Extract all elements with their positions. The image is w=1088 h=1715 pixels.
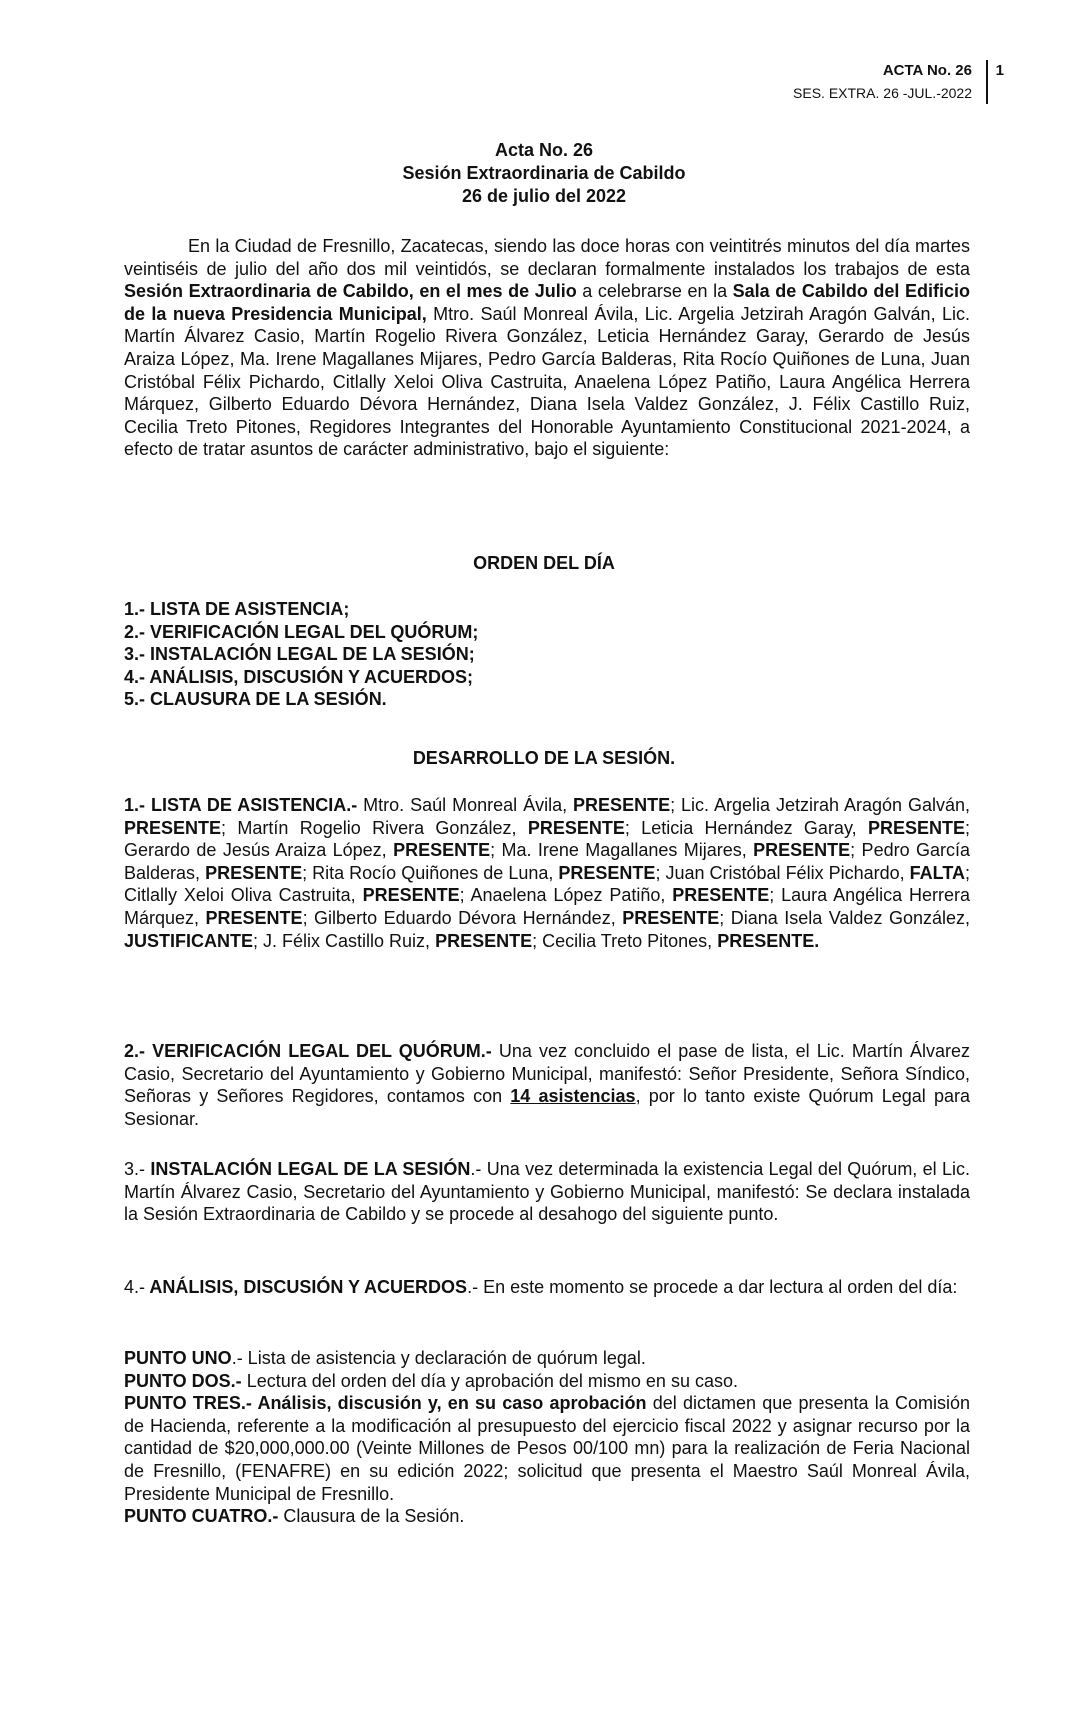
list-item: 2.- VERIFICACIÓN LEGAL DEL QUÓRUM; [124,621,479,642]
list-item: 5.- CLAUSURA DE LA SESIÓN. [124,689,387,710]
list-item: 3.- INSTALACIÓN LEGAL DE LA SESIÓN; [124,644,475,665]
attendance-status: PRESENTE. [717,930,820,951]
attendance-name: ; Martín Rogelio Rivera González, [221,817,528,838]
analisis-num: 4.- [124,1277,146,1297]
attendance-name: ; Citlally Xeloi Oliva Castruita, [124,862,971,906]
quorum-text: Una vez concluido el pase de lista, el Lic. Martín Álvarez Casio, Secretario del Ayuntamiento y Gobierno Municipal, manifestó: Señor Presidente, Señora Síndico, Señoras y Señores Regidores, contamos con [124,1041,970,1107]
punto-tres-text: del dictamen que presenta la Comisión de Hacienda, referente a la modificación al presupuesto del ejercicio fiscal 2022 y asignar recurso por la cantidad de $20,000,000.00 (Veinte Millones de Pesos 00/100 mn) para la realización de Feria Nacional de Fresnillo, (FENAFRE) en su edición 2022; solicitud que presenta el Maestro Saúl Monreal Ávila, Presidente Municipal de Fresnillo. [124,1393,970,1504]
punto-uno-text: .- Lista de asistencia y declaración de quórum legal. [231,1348,646,1368]
instalacion-num: 3.- [124,1159,146,1179]
punto-uno-label: PUNTO UNO [124,1348,232,1368]
page-number: 1 [995,62,1004,79]
desarrollo-heading: DESARROLLO DE LA SESIÓN. [412,748,676,768]
attendance-status: PRESENTE [867,817,965,838]
punto-cuatro-text: Clausura de la Sesión. [278,1506,465,1527]
attendance-name: ; Diana Isela Valdez González, [719,907,970,928]
intro-text-1: En la Ciudad de Fresnillo, Zacatecas, siendo las doce horas con veintitrés minutos del día martes veintiséis de julio del año dos mil veintidós, se declaran formalmente instalados los trabajos de esta [124,236,970,279]
attendance-name: ; Gilberto Eduardo Dévora Hernández, [302,907,623,928]
punto-dos-text: Lectura del orden del día y aprobación del mismo en su caso. [241,1370,738,1391]
list-item: 1.- LISTA DE ASISTENCIA; [124,599,350,619]
punto-cuatro [124,1505,970,1528]
attendance-status: PRESENTE [573,795,671,815]
quorum-text-2: , por lo tanto existe Quórum Legal para Sesionar. [124,1086,970,1129]
attendance-name: Mtro. Saúl Monreal Ávila, [357,795,574,815]
punto-uno [124,1347,970,1370]
quorum-count: 14 asistencias [510,1086,636,1107]
list-item: 4.- ANÁLISIS, DISCUSIÓN Y ACUERDOS; [124,666,474,687]
quorum-label: 2.- VERIFICACIÓN LEGAL DEL QUÓRUM.- [124,1041,492,1061]
intro-paragraph [124,235,970,461]
attendance-status: JUSTIFICANTE [124,930,254,951]
asistencia-paragraph [124,794,970,952]
attendance-status: PRESENTE [435,930,533,951]
attendance-name: ; J. Félix Castillo Ruiz, [253,930,436,951]
page-header [793,60,988,104]
attendance-name: ; Rita Rocío Quiñones de Luna, [302,862,559,883]
attendance-name: ; Ma. Irene Magallanes Mijares, [490,840,754,861]
attendance-status: 1.- LISTA DE ASISTENCIA.- [124,795,358,815]
attendance-name: ; Gerardo de Jesús Araiza López, [124,817,970,861]
attendance-status: PRESENTE [393,840,491,861]
attendance-status: PRESENTE [527,817,625,838]
title-line-2: Sesión Extraordinaria de Cabildo [402,163,686,183]
analisis-text: .- En este momento se procede a dar lectura al orden del día: [467,1277,958,1297]
puntos-list [124,1347,970,1528]
punto-tres [124,1392,970,1505]
header-session: SES. EXTRA. 26 -JUL.-2022 [793,82,988,104]
intro-text-2: a celebrarse en la [576,281,733,302]
attendance-name: ; Juan Cristóbal Félix Pichardo, [655,862,910,883]
attendance-status: PRESENTE [205,862,303,883]
header-acta: ACTA No. 26 [793,60,988,82]
attendance-status: PRESENTE [622,907,720,928]
title-line-1: Acta No. 26 [494,140,594,160]
intro-bold-2: Sala de Cabildo del Edificio de la nueva Presidencia Municipal, [124,281,970,324]
attendance-status: PRESENTE [124,817,222,838]
attendance-name: ; Cecilia Treto Pitones, [532,930,718,951]
intro-bold-1: Sesión Extraordinaria de Cabildo, en el mes de Julio [124,281,577,302]
orden-list [124,598,478,711]
attendance-status: PRESENTE [753,840,851,861]
attendance-name: ; Pedro García Balderas, [124,840,970,883]
punto-dos-label: PUNTO DOS.- [124,1370,242,1391]
instalacion-paragraph [124,1158,970,1226]
attendance-status: PRESENTE [558,862,656,883]
attendance-status: PRESENTE [672,885,770,906]
analisis-paragraph [124,1276,970,1299]
punto-tres-label: PUNTO TRES.- Análisis, discusión y, en su caso aprobación [124,1393,647,1414]
instalacion-text: .- Una vez determinada la existencia Legal del Quórum, el Lic. Martín Álvarez Casio, Secretario del Ayuntamiento y Gobierno Municipal, manifestó: Se declara instalada la Sesión Extraordinaria de Cabildo y se procede al desahogo del siguiente punto. [124,1159,971,1225]
punto-dos [124,1370,970,1393]
instalacion-label: INSTALACIÓN LEGAL DE LA SESIÓN [145,1159,471,1179]
title-line-3: 26 de julio del 2022 [461,186,627,206]
intro-text-3: Mtro. Saúl Monreal Ávila, Lic. Argelia Jetzirah Aragón Galván, Lic. Martín Álvarez Casio, Martín Rogelio Rivera González, Leticia Hernández Garay, Gerardo de Jesús Araiza López, Ma. Irene Magallanes Mijares, Pedro García Balderas, Rita Rocío Quiñones de Luna, Juan Cristóbal Félix Pichardo, Citlally Xeloi Oliva Castruita, Anaelena López Patiño, Laura Angélica Herrera Márquez, Gilberto Eduardo Dévora Hernández, Diana Isela Valdez González, J. Félix Castillo Ruiz, Cecilia Treto Pitones, Regidores Integrantes del Honorable Ayuntamiento Constitucional 2021-2024, a efecto de tratar asuntos de carácter administrativo, bajo el siguiente: [124,303,970,460]
attendance-name: ; Anaelena López Patiño, [459,885,673,906]
attendance-status: PRESENTE [205,907,303,928]
punto-cuatro-label: PUNTO CUATRO.- [124,1506,279,1527]
attendance-name: ; Laura Angélica Herrera Márquez, [124,885,971,928]
attendance-name: ; Lic. Argelia Jetzirah Aragón Galván, [670,795,971,815]
attendance-status: PRESENTE [362,885,460,906]
orden-heading: ORDEN DEL DÍA [473,553,615,573]
analisis-label: ANÁLISIS, DISCUSIÓN Y ACUERDOS [145,1277,468,1297]
document-title [0,139,1088,208]
attendance-status: FALTA [909,862,965,883]
quorum-paragraph [124,1040,970,1130]
attendance-name: ; Leticia Hernández Garay, [624,817,868,838]
